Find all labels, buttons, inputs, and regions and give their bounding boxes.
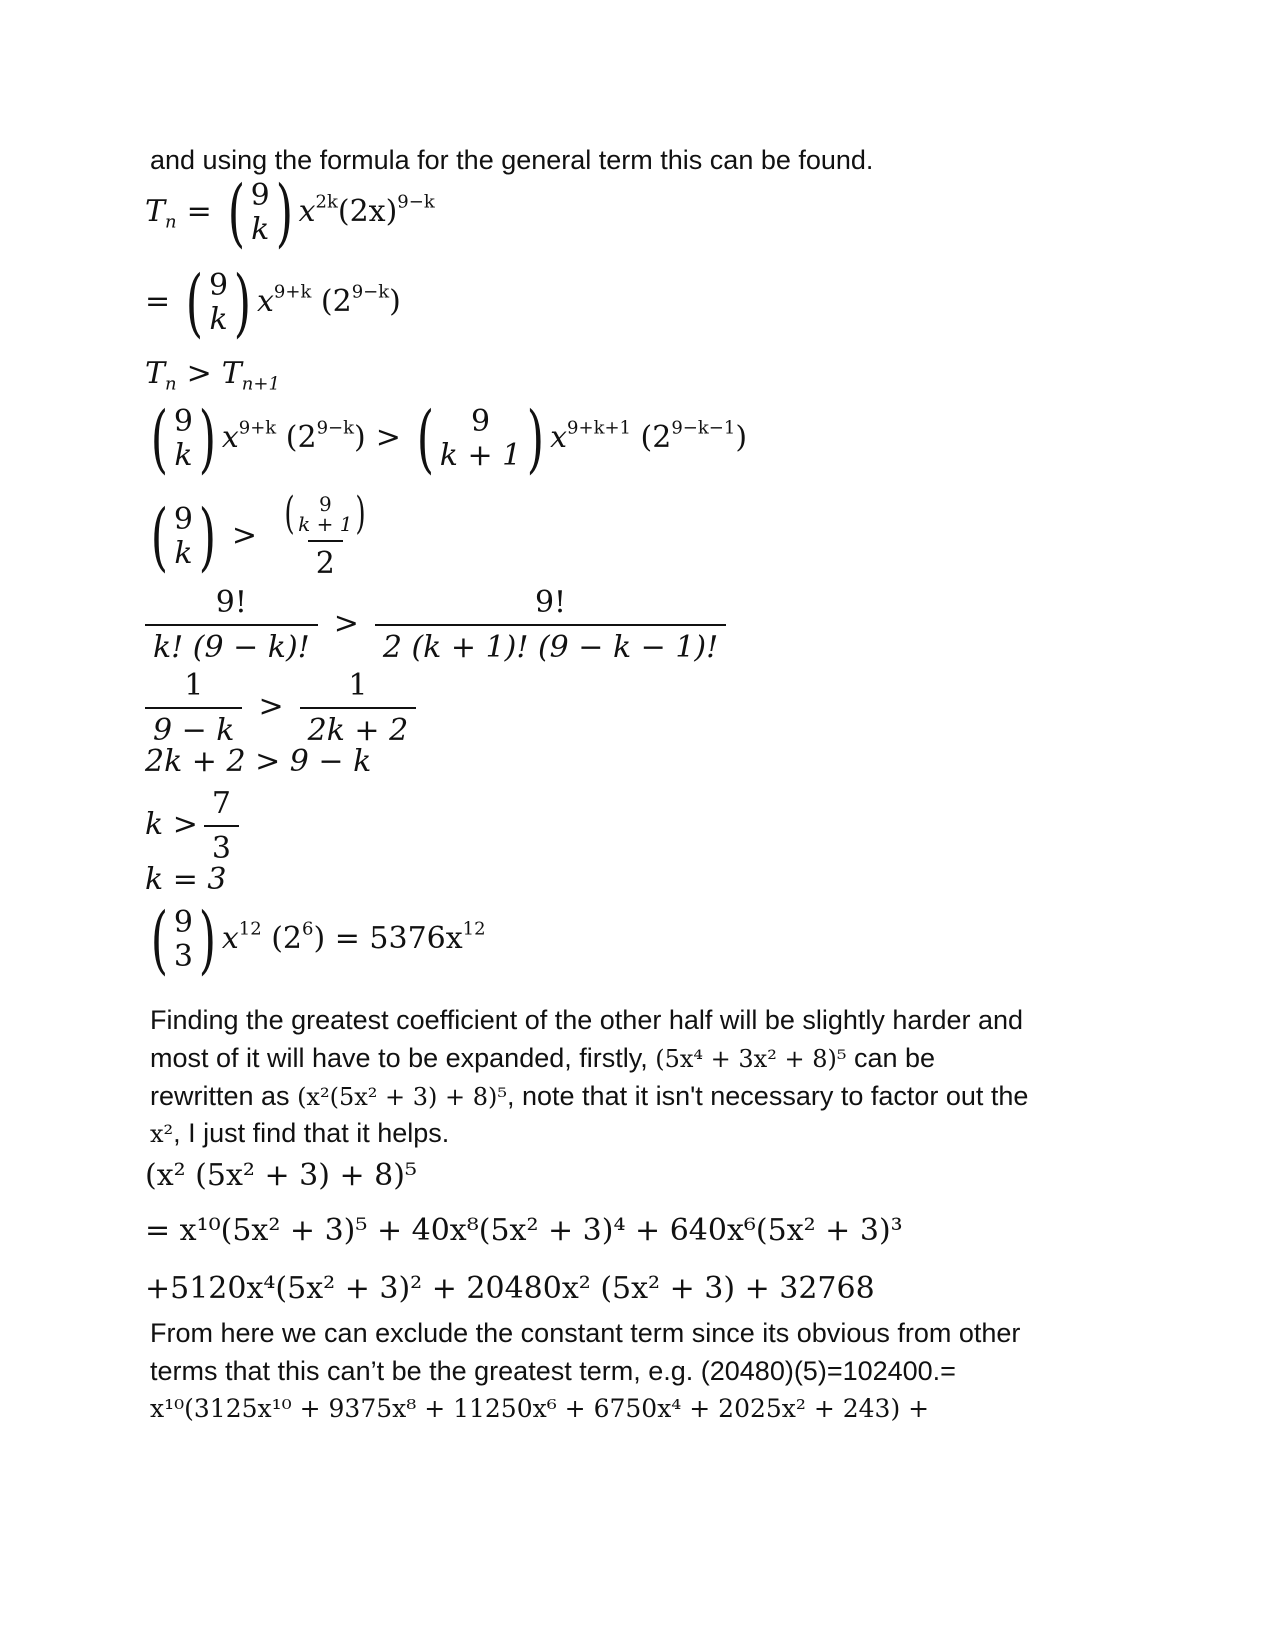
paragraph-2-line-2: terms that this can’t be the greatest term, e.g. (20480)(5)=102400.= — [150, 1356, 956, 1386]
greatest-term-result: ( 9 3 ) $x^{12}$ $(2^6) = 5376x^{12}$ — [150, 897, 486, 983]
paragraph-2-line-1: From here we can exclude the constant term since its obvious from other — [150, 1318, 1021, 1348]
k-value: k = 3 — [145, 862, 227, 897]
paragraph-1-line-2: most of it will have to be expanded, firstly, (5x⁴ + 3x² + 8)⁵ can be — [150, 1043, 936, 1073]
simplified-term-equation: = ( 9 k ) $x^{9+k}$ $(2^{9-k})$ — [145, 260, 401, 346]
inequality-k-bound: k > $\frac{7}{3}$ — [145, 786, 245, 866]
inequality-tn: $T_n > T_{n+1}$ — [145, 356, 280, 395]
inequality-factorials: $\frac{9!}{k! (9 - k)!}$ > $\frac{9!}{2 (k + 1)! (9 - k - 1)!}$ — [145, 585, 732, 665]
paragraph-1-line-3: rewritten as (x²(5x² + 3) + 8)⁵, note that it isn't necessary to factor out the — [150, 1081, 1029, 1111]
paragraph-2-line-3: x¹⁰(3125x¹⁰ + 9375x⁸ + 11250x⁶ + 6750x⁴ + 2025x² + 243) + — [150, 1394, 930, 1423]
expansion-line-1: (x² (5x² + 3) + 8)⁵ — [145, 1158, 417, 1193]
inequality-linear: 2k + 2 > 9 − k — [145, 744, 372, 779]
binomial-9-k: ( 9 k ) — [227, 170, 293, 256]
inequality-expanded: ( 9 k ) $x^{9+k}$ $(2^{9-k})$ > ( 9 k + 1 ) $x^{9+k+1}$ $(2^{9-k-1})$ — [150, 396, 748, 482]
expansion-line-2: = x¹⁰(5x² + 3)⁵ + 40x⁸(5x² + 3)⁴ + 640x⁶(5x² + 3)³ — [145, 1213, 903, 1248]
intro-text: and using the formula for the general term this can be found. — [150, 145, 874, 175]
general-term-equation: $T_n$ = ( 9 k ) $x^{2k}(2x)^{9-k}$ — [145, 170, 435, 256]
inequality-binomial-ratio: ( 9 k ) > ( 9 k + 1 ) 2 — [150, 488, 367, 581]
paragraph-1-line-1: Finding the greatest coefficient of the other half will be slightly harder and — [150, 1005, 1024, 1035]
expansion-line-3: +5120x⁴(5x² + 3)² + 20480x² (5x² + 3) + 32768 — [145, 1271, 875, 1306]
inequality-reciprocals: $\frac{1}{9 - k}$ > $\frac{1}{2k + 2}$ — [145, 668, 422, 748]
paragraph-1-line-4: x², I just find that it helps. — [150, 1118, 450, 1148]
